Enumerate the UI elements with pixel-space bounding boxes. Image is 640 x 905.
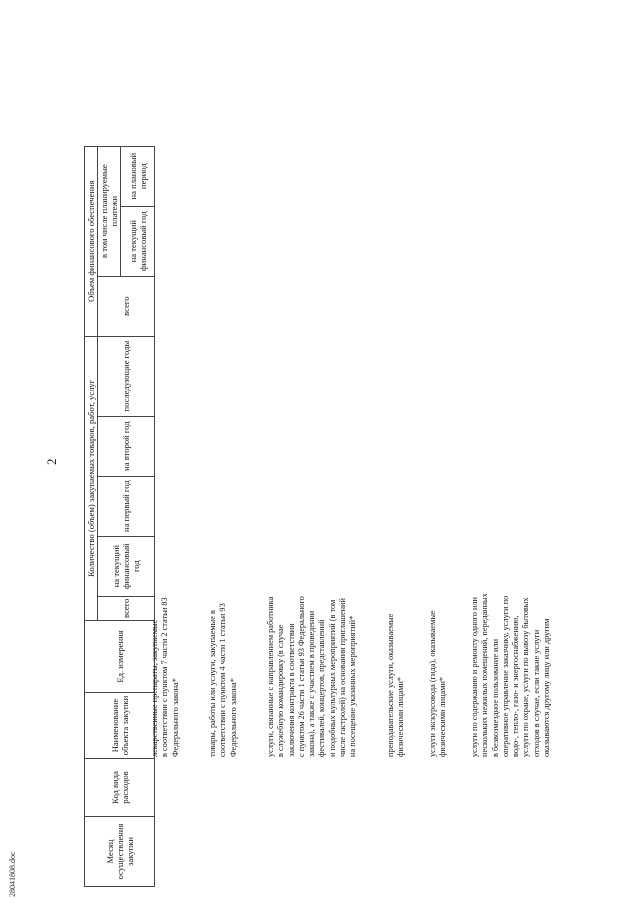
header-code: Код вида расходов (85, 759, 155, 817)
header-f-planned: на плановый период (121, 146, 155, 206)
header-q-total: всего (98, 596, 155, 620)
list-item: преподавательские услуги, оказываемые физическими лицами* (386, 613, 406, 757)
procurement-table (84, 146, 155, 887)
header-q-following: последующие годы (98, 336, 155, 416)
header-quantity-group: Количество (объем) закупаемых товаров, работ, услуг (85, 336, 98, 620)
header-f-current: на текущий финансовый год (121, 206, 155, 276)
page-number: 2 (44, 458, 59, 465)
document-id: 28041808.doc (8, 851, 17, 897)
header-q-current: на текущий финансовый год (98, 536, 155, 596)
header-name: Наименование объекта закупки (85, 693, 155, 759)
header-f-planned-group: в том числе планируемые платежи (98, 146, 121, 276)
header-f-total: всего (98, 276, 155, 336)
list-item: услуги экскурсовода (гида), оказываемые физическими лицами* (428, 610, 448, 757)
header-unit: Ед. измерения (85, 621, 155, 693)
header-finance-group: Объем финансового обеспечения (85, 146, 98, 336)
header-q-first: на первый год (98, 476, 155, 536)
list-item: товары, работы или услуги, закупаемые в соответствии с пунктом 4 части 1 статьи 93 Федерального закона* (208, 603, 238, 757)
header-month: Месяц осуществления закупки (85, 817, 155, 887)
items-region (150, 257, 620, 757)
header-q-second: на второй год (98, 416, 155, 476)
list-item: услуги, связанные с направлением работника в служебную командировку (в случае заключения контракта в соответствии с пунктом 26 части 1 статьи 93 Федерального закона), а также с участием в проведении фестивалей, концертов, представлений и подобных культурных мероприятий (в том числе гастролей) на основании приглашений на посещение указанных мероприятий* (266, 596, 358, 757)
list-item: лекарственные препараты, закупаемые в соответствии с пунктом 7 части 2 статьи 83 Федерального закона* (150, 597, 180, 757)
list-item: услуги по содержанию и ремонту одного или нескольких нежилых помещений, переданных в безвозмездное пользование или оперативное управление заказчику, услуги по водо-, тепло-, газо- и энергоснабжению, услуги по охране, услуги по вывозу бытовых отходов в случае, если такие услуги оказываются другому лицу или другим (470, 593, 552, 757)
